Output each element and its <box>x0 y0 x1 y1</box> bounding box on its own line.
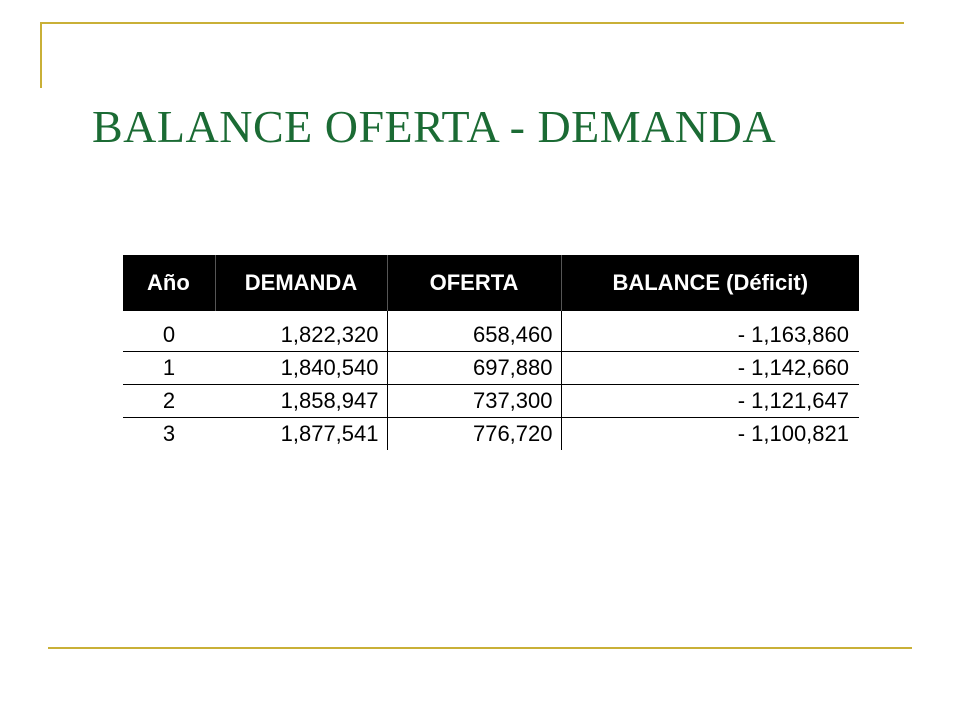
cell-year: 1 <box>123 352 215 385</box>
header-oferta: OFERTA <box>387 255 561 311</box>
cell-demanda: 1,877,541 <box>215 418 387 451</box>
header-year: Año <box>123 255 215 311</box>
header-balance: BALANCE (Déficit) <box>561 255 859 311</box>
top-decorative-line <box>40 22 904 24</box>
cell-balance: - 1,121,647 <box>561 385 859 418</box>
cell-balance: - 1,163,860 <box>561 319 859 352</box>
cell-oferta: 776,720 <box>387 418 561 451</box>
cell-oferta: 658,460 <box>387 319 561 352</box>
left-decorative-line <box>40 22 42 88</box>
header-spacer <box>123 311 859 319</box>
cell-demanda: 1,840,540 <box>215 352 387 385</box>
cell-balance: - 1,142,660 <box>561 352 859 385</box>
table-header <box>123 255 859 311</box>
cell-year: 0 <box>123 319 215 352</box>
cell-demanda: 1,858,947 <box>215 385 387 418</box>
cell-balance: - 1,100,821 <box>737 421 849 446</box>
header-demanda: DEMANDA <box>215 255 387 311</box>
slide-title: BALANCE OFERTA - DEMANDA <box>92 101 777 152</box>
cell-year: 3 <box>162 421 176 446</box>
table-row <box>123 352 859 385</box>
table-row <box>123 418 859 451</box>
table-row <box>123 319 859 352</box>
cell-year: 2 <box>123 385 215 418</box>
balance-table-container <box>123 255 859 450</box>
cell-oferta: 697,880 <box>387 352 561 385</box>
cell-oferta: 737,300 <box>387 385 561 418</box>
table-body <box>123 311 859 450</box>
balance-table <box>123 255 859 450</box>
header-row <box>123 255 859 311</box>
bottom-decorative-line <box>48 647 912 649</box>
table-row <box>123 385 859 418</box>
cell-demanda: 1,822,320 <box>215 319 387 352</box>
